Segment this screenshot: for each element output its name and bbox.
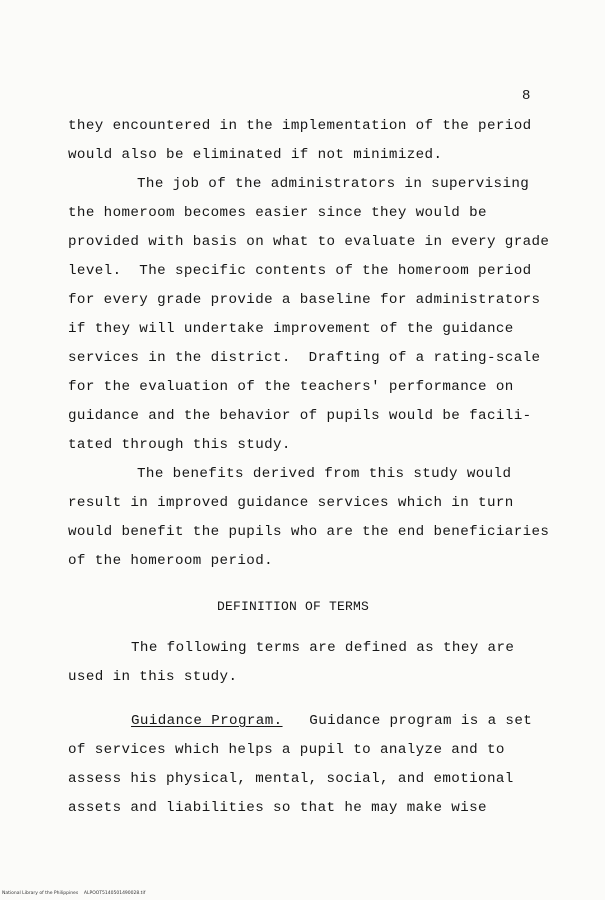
body-line: guidance and the behavior of pupils would be facili-	[68, 408, 532, 424]
section-heading: DEFINITION OF TERMS	[217, 599, 370, 614]
definition-text: Guidance program is a set	[309, 713, 533, 729]
page-number: 8	[522, 88, 531, 104]
body-line: tated through this study.	[68, 437, 291, 453]
body-line: The job of the administrators in supervising	[137, 176, 530, 192]
body-line: the homeroom becomes easier since they would be	[68, 205, 487, 221]
body-line: assess his physical, mental, social, and emotional	[68, 771, 514, 787]
body-line: used in this study.	[68, 669, 238, 685]
body-line: they encountered in the implementation of the period	[68, 118, 532, 134]
body-line: of services which helps a pupil to analyze and to	[68, 742, 505, 758]
body-line: The benefits derived from this study would	[137, 466, 512, 482]
body-line: The following terms are defined as they are	[131, 640, 515, 656]
body-line: would also be eliminated if not minimized.	[68, 147, 443, 163]
body-line: level. The specific contents of the homeroom period	[68, 263, 532, 279]
scan-footer: National Library of the Philippines ALPOOT5140501490028.tif	[2, 891, 146, 896]
body-line: result in improved guidance services which in turn	[68, 495, 514, 511]
body-line: of the homeroom period.	[68, 553, 274, 569]
definition-first-line	[131, 714, 532, 728]
body-line: assets and liabilities so that he may make wise	[68, 800, 487, 816]
body-line: for the evaluation of the teachers' performance on	[68, 379, 514, 395]
body-line: if they will undertake improvement of the guidance	[68, 321, 514, 337]
body-line: would benefit the pupils who are the end beneficiaries	[68, 524, 550, 540]
body-line: for every grade provide a baseline for administrators	[68, 292, 541, 308]
body-line: services in the district. Drafting of a rating-scale	[68, 350, 541, 366]
defined-term: Guidance Program.	[131, 713, 283, 729]
body-line: provided with basis on what to evaluate in every grade	[68, 234, 550, 250]
